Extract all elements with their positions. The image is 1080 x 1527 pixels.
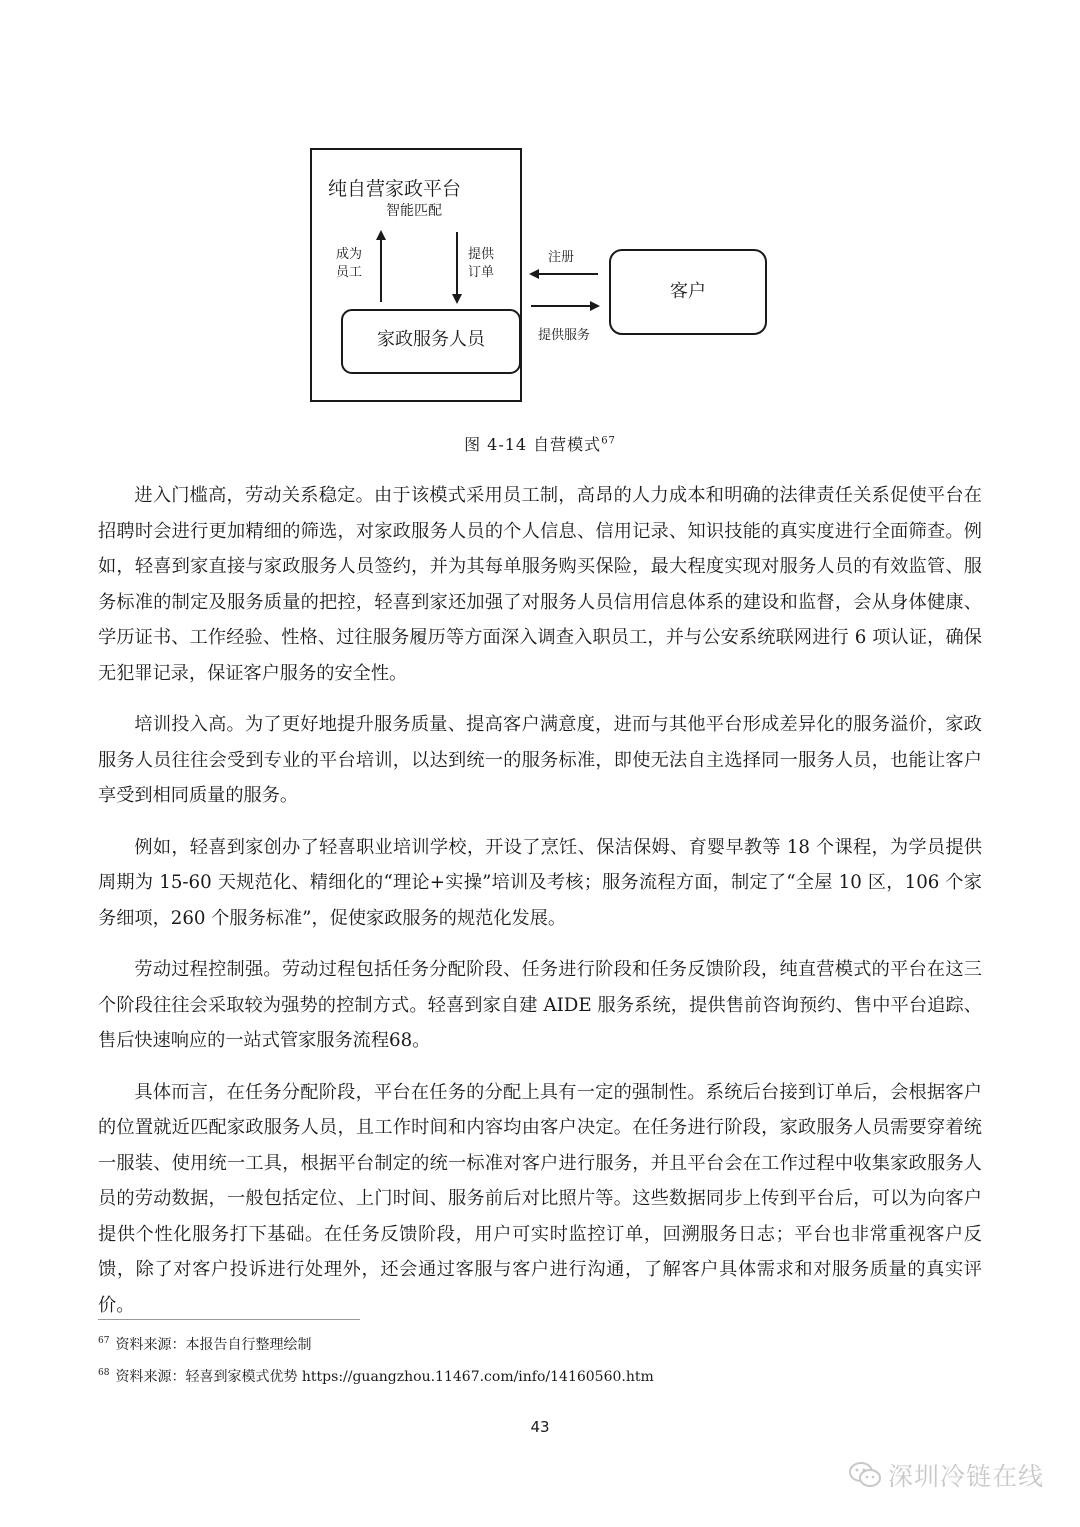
worker-label: 家政服务人员 [377,329,485,350]
footnote-text: 资料来源：轻喜到家模式优势 https://guangzhou.11467.com/info/14160560.htm [115,1369,654,1385]
self-operated-model-diagram [300,140,780,410]
footnote-number: 67 [98,1336,110,1347]
figure-caption [0,432,1080,455]
caption-text: 图 4-14 自营模式 [464,435,602,454]
paragraph: 具体而言，在任务分配阶段，平台在任务的分配上具有一定的强制性。系统后台接到订单后，会根据客户的位置就近匹配家政服务人员，且工作时间和内容均由客户决定。在任务进行阶段，家政服务人员需要穿着统一服装、使用统一工具，根据平台制定的统一标准对客户进行服务，并且平台会在工作过程中收集家政服务人员的劳动数据，一般包括定位、上门时间、服务前后对比照片等。这些数据同步上传到平台后，可以为向客户提供个性化服务打下基础。在任务反馈阶段，用户可实时监控订单，回溯服务日志；平台也非常重视客户反馈，除了对客户投诉进行处理外，还会通过客服与客户进行沟通，了解客户具体需求和对服务质量的真实评价。 [98,1081,982,1316]
paragraph: 培训投入高。为了更好地提升服务质量、提高客户满意度，进而与其他平台形成差异化的服务溢价，家政服务人员往往会受到专业的平台培训，以达到统一的服务标准，即使无法自主选择同一服务人员，也能让客户享受到相同质量的服务。 [98,714,982,806]
caption-note-ref: 67 [601,435,616,447]
client-label: 客户 [670,281,706,302]
wechat-icon [848,1460,882,1490]
paragraph: 例如，轻喜到家创办了轻喜职业培训学校，开设了烹饪、保洁保姆、育婴早教等 18 个课程，为学员提供周期为 15-60 天规范化、精细化的“理论+实操”培训及考核；服务流程方面，制定了“全屋 10 区，106 个家务细项，260 个服务标准”，促使家政服务的规范化发展。 [98,836,982,929]
footnote-number: 68 [98,1368,110,1379]
footnote-text: 资料来源：本报告自行整理绘制 [115,1337,312,1353]
footnote-divider [98,1319,360,1320]
paragraph: 进入门槛高，劳动关系稳定。由于该模式采用员工制，高昂的人力成本和明确的法律责任关系促使平台在招聘时会进行更加精细的筛选，对家政服务人员的个人信息、信用记录、知识技能的真实度进行全面筛查。例如，轻喜到家直接与家政服务人员签约，并为其每单服务购买保险，最大程度实现对服务人员的有效监管、服务标准的制定及服务质量的把控，轻喜到家还加强了对服务人员信用信息体系的建设和监督，会从身体健康、学历证书、工作经验、性格、过往服务履历等方面深入调查入职员工，并与公安系统联网进行 6 项认证，确保无犯罪记录，保证客户服务的安全性。 [98,485,982,684]
watermark-text: 深圳冷链在线 [888,1462,1045,1491]
provide-order-label: 提供订单 [467,247,494,280]
platform-title: 纯自营家政平台 [328,178,462,200]
body-text [98,478,982,1339]
watermark [848,1455,1044,1495]
page-number: 43 [530,1418,550,1436]
matching-label: 智能匹配 [386,203,442,219]
paragraph: 劳动过程控制强。劳动过程包括任务分配阶段、任务进行阶段和任务反馈阶段，纯直营模式的平台在这三个阶段往往会采取较为强势的控制方式。轻喜到家自建 AIDE 服务系统，提供售前咨询预约、售中平台追踪、售后快速响应的一站式管家服务流程68。 [98,959,982,1051]
footnote [98,1334,311,1354]
footnote [98,1366,654,1386]
become-employee-label: 成为员工 [335,247,362,280]
provide-service-label: 提供服务 [538,328,591,343]
register-label: 注册 [548,250,575,265]
